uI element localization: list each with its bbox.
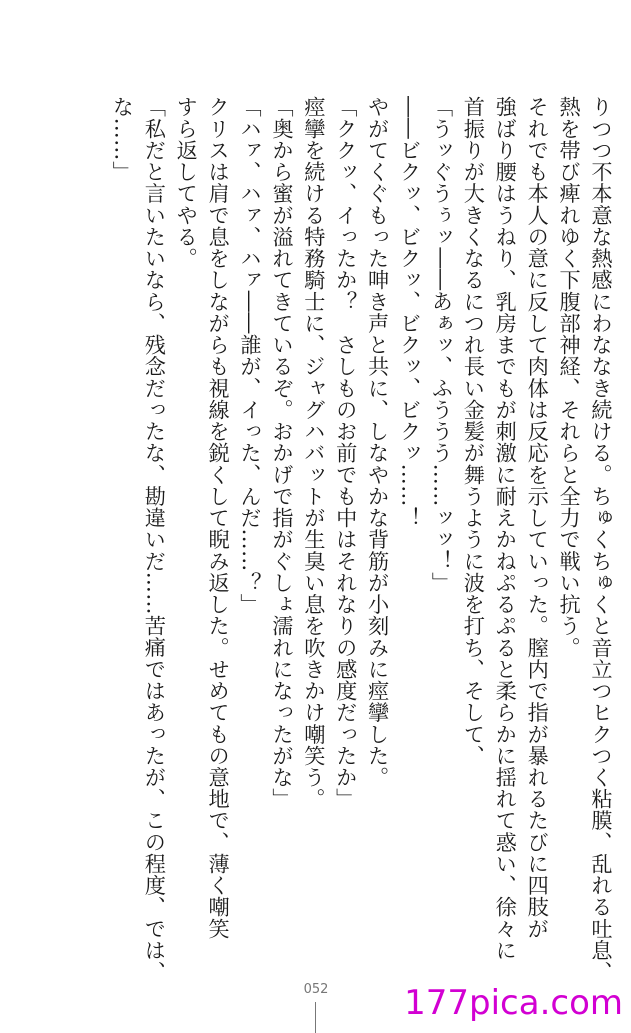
page-number-rule bbox=[315, 1002, 316, 1033]
text-line-5: 首振りが大きくなるにつれ長い金髪が舞うように波を打ち、そして、 bbox=[461, 96, 487, 767]
page-number: 052 bbox=[303, 982, 329, 997]
text-line-2: 熱を帯び痺れゆく下腹部神経、それらと全力で戦い抗う。 bbox=[557, 96, 583, 659]
text-line-6: 「うッぐうぅッ――あぁッ、ふううう……ッッ！」 bbox=[429, 96, 455, 594]
text-line-7: ――ビクッ、ビクッ、ビクッ、ビクッ……！ bbox=[397, 96, 423, 529]
text-line-10: 痙攣を続ける特務騎士に、ジャグハバットが生臭い息を吹きかけ嘲笑う。 bbox=[301, 96, 327, 810]
text-line-15: 「私だと言いたいなら、残念だったな、勘違いだ……苦痛ではあったが、この程度、では、 bbox=[142, 96, 168, 983]
text-line-13: クリスは肩で息をしながらも視線を鋭くして睨み返した。せめてもの意地で、薄く嘲笑 bbox=[206, 96, 232, 940]
text-line-3: それでも本人の意に反して肉体は反応を示していった。膣内で指が暴れるたびに四肢が bbox=[525, 96, 551, 940]
text-line-11: 「奥から蜜が溢れてきているぞ。おかげで指がぐしょ濡れになったがな」 bbox=[269, 96, 295, 810]
watermark: 177pica.com bbox=[404, 983, 623, 1023]
text-line-8: やがてくぐもった呻き声と共に、しなやかな背筋が小刻みに痙攣した。 bbox=[365, 96, 391, 788]
novel-body-text bbox=[107, 96, 618, 983]
text-line-9: 「ククッ、イったか？ さしものお前でも中はそれなりの感度だったか」 bbox=[333, 96, 359, 810]
text-line-12: 「ハァ、ハァ、ハァ――誰が、イった、んだ……？」 bbox=[238, 96, 264, 615]
text-line-4: 強ばり腰はうねり、乳房までもが刺激に耐えかねぷるぷると柔らかに揺れて惑い、徐々に bbox=[493, 96, 519, 961]
text-line-1: りつつ不本意な熱感にわななき続ける。ちゅくちゅくと音立つヒクつく粘膜、乱れる吐息、 bbox=[589, 96, 614, 983]
text-line-14: すら返してやる。 bbox=[174, 96, 200, 269]
text-line-16: な……」 bbox=[110, 96, 136, 183]
